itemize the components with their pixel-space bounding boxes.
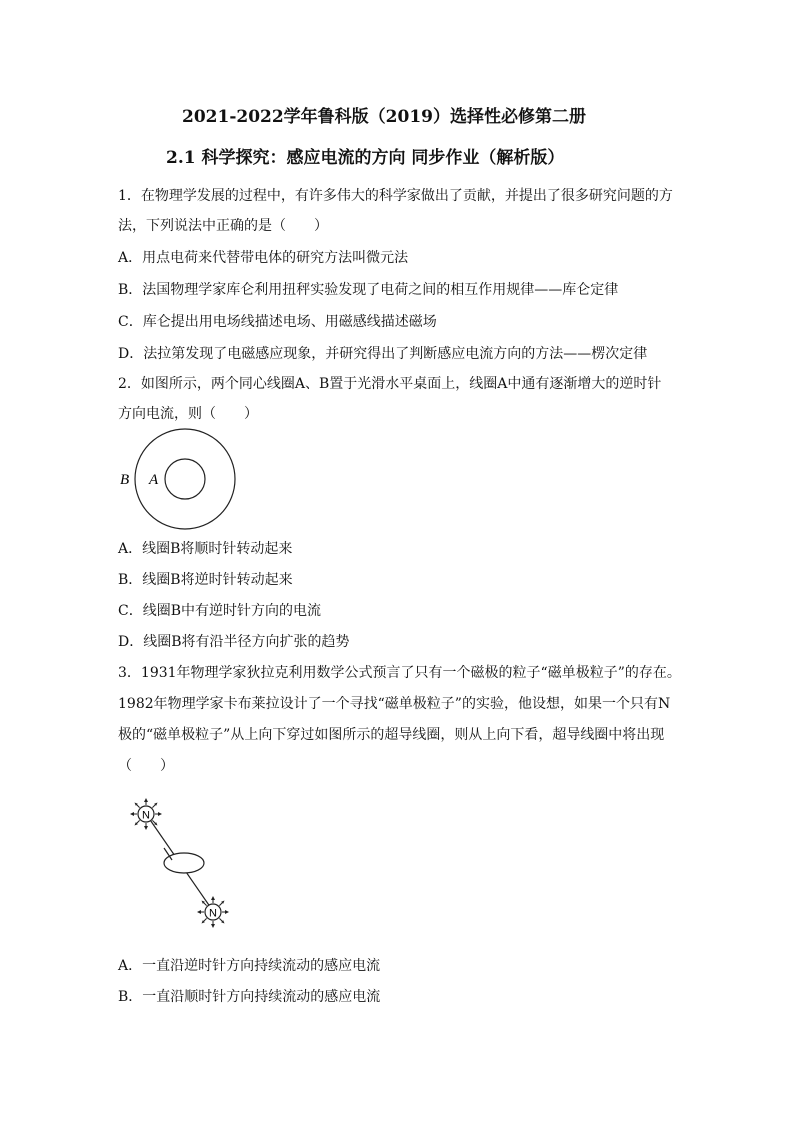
q2-stem-line1: 2．如图所示，两个同心线圈A、B置于光滑水平桌面上，线圈A中通有逐渐增大的逆时针 bbox=[118, 376, 662, 392]
q1-stem-line2: 法，下列说法中正确的是（ ） bbox=[118, 218, 328, 234]
q3-option-b: B．一直沿顺时针方向持续流动的感应电流 bbox=[118, 989, 381, 1005]
monopole-top-icon bbox=[130, 798, 162, 830]
q1-option-d: D．法拉第发现了电磁感应现象，并研究得出了判断感应电流方向的方法——楞次定律 bbox=[118, 346, 648, 362]
q1-option-b: B．法国物理学家库仑利用扭秤实验发现了电荷之间的相互作用规律——库仑定律 bbox=[118, 282, 619, 298]
page-subtitle: 2.1 科学探究：感应电流的方向 同步作业（解析版） bbox=[166, 148, 565, 168]
q3-option-a: A．一直沿逆时针方向持续流动的感应电流 bbox=[118, 958, 381, 974]
q3-stem-line2: 1982年物理学家卡布莱拉设计了一个寻找“磁单极粒子”的实验，他设想，如果一个只有N bbox=[118, 696, 671, 712]
q2-option-c: C．线圈B中有逆时针方向的电流 bbox=[118, 603, 321, 619]
q2-option-d: D．线圈B将有沿半径方向扩张的趋势 bbox=[118, 634, 350, 650]
q3-stem-line1: 3．1931年物理学家狄拉克利用数学公式预言了只有一个磁极的粒子“磁单极粒子”的存在。 bbox=[118, 665, 681, 681]
q1-option-a: A．用点电荷来代替带电体的研究方法叫微元法 bbox=[118, 250, 409, 266]
pole-label-top: N bbox=[142, 809, 150, 822]
q1-option-c: C．库仑提出用电场线描述电场、用磁感线描述磁场 bbox=[118, 314, 437, 330]
concentric-coils-figure bbox=[116, 425, 256, 535]
q2-option-a: A．线圈B将顺时针转动起来 bbox=[118, 541, 293, 557]
coil-a-inner-circle bbox=[165, 459, 205, 499]
q2-option-b: B．线圈B将逆时针转动起来 bbox=[118, 572, 293, 588]
q3-stem-line4: （ ） bbox=[118, 758, 174, 774]
pole-label-bottom: N bbox=[209, 907, 217, 920]
q3-stem-line3: 极的“磁单极粒子”从上向下穿过如图所示的超导线圈，则从上向下看，超导线圈中将出现 bbox=[118, 727, 665, 743]
coil-a-label: A bbox=[149, 472, 159, 488]
monopole-coil-figure bbox=[120, 790, 250, 940]
coil-b-label: B bbox=[120, 472, 130, 488]
q1-stem-line1: 1．在物理学发展的过程中，有许多伟大的科学家做出了贡献，并提出了很多研究问题的方 bbox=[118, 188, 673, 204]
q2-stem-line2: 方向电流，则（ ） bbox=[118, 406, 258, 422]
page-title: 2021-2022学年鲁科版（2019）选择性必修第二册 bbox=[182, 107, 586, 127]
monopole-bottom-icon bbox=[197, 896, 229, 928]
